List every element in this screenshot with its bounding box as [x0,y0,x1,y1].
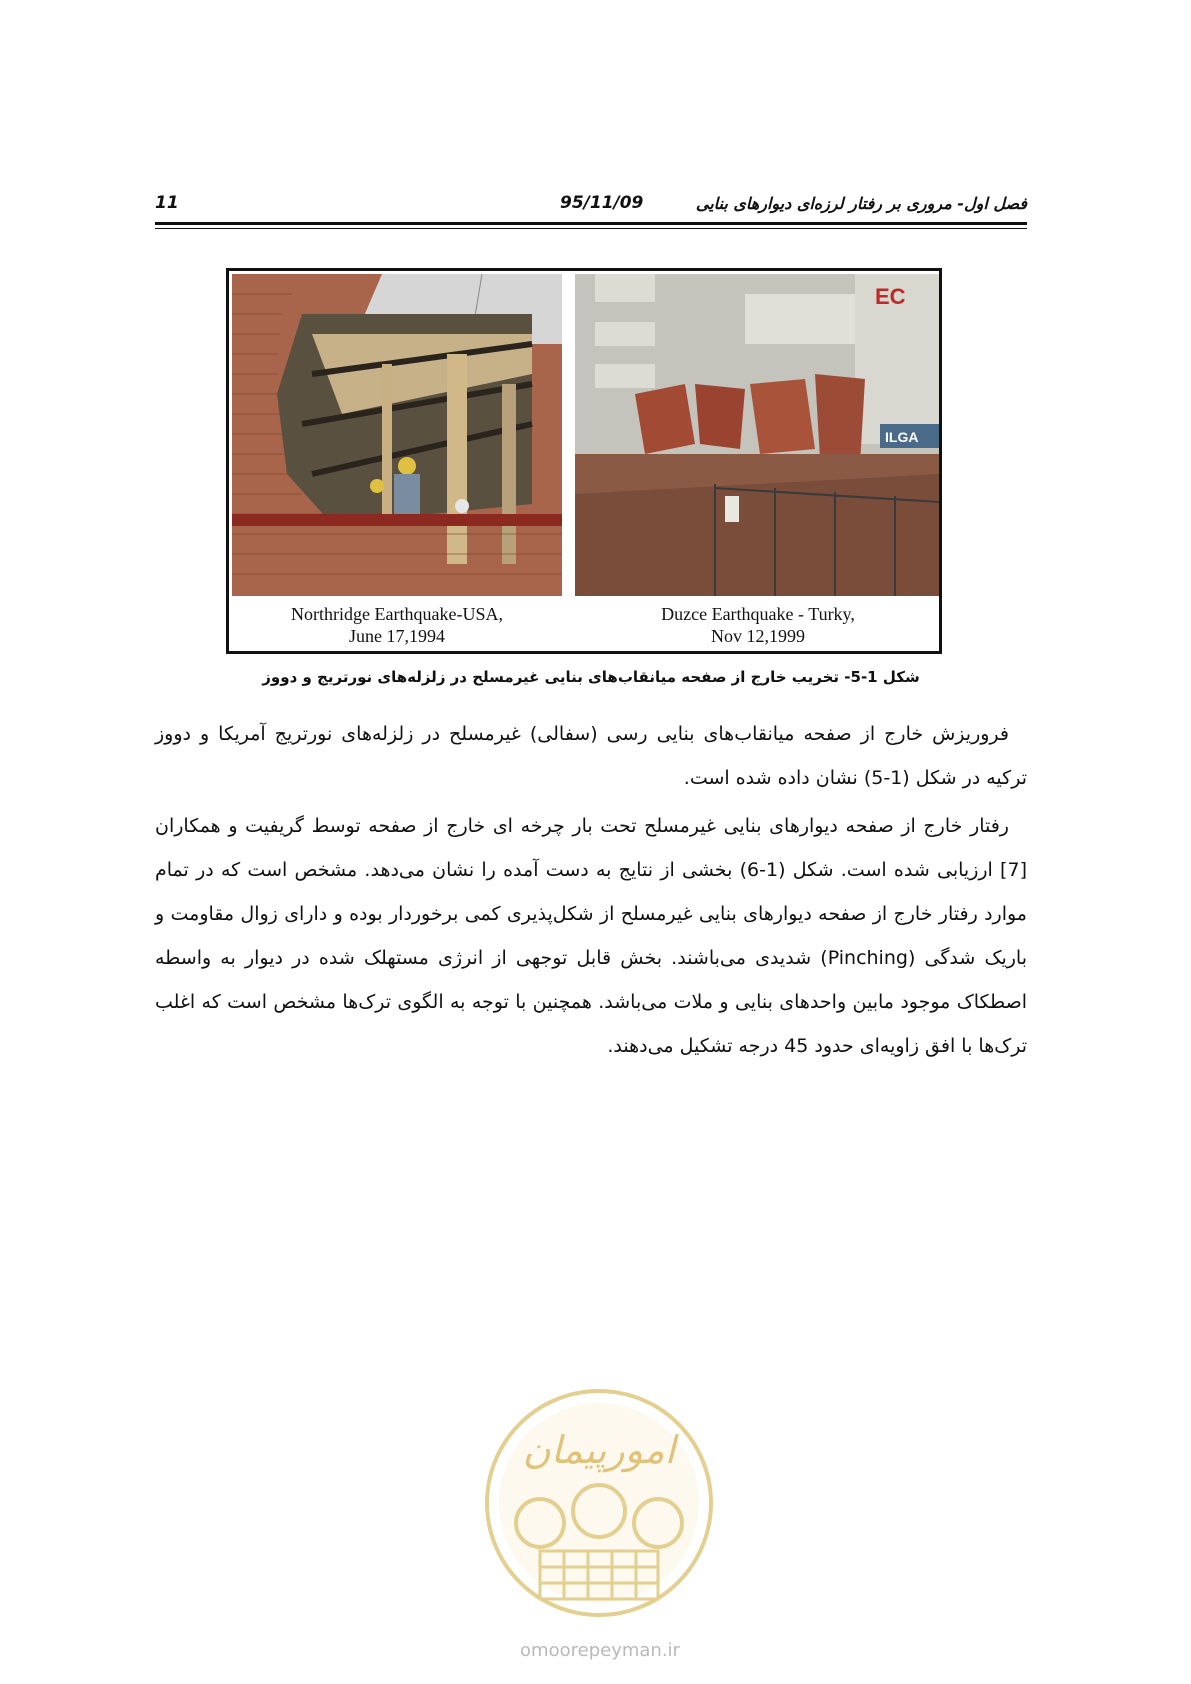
duzce-caption-line1: Duzce Earthquake - Turky, [661,604,855,624]
duzce-caption [593,603,923,647]
watermark-site: omoorepeyman.ir [520,1640,680,1661]
watermark-logo [480,1383,718,1623]
northridge-caption-line2: June 17,1994 [349,626,445,646]
sign-ec-text: EC [875,284,906,309]
body-text [155,712,1027,1072]
northridge-caption [232,603,562,647]
header-rule-thin [155,228,1027,229]
figure-caption: شکل 1-5- تخریب خارج از صفحه میانقاب‌های بنایی غیرمسلح در زلزله‌های نورتریج و دووز [262,668,920,686]
header-rule-thick [155,222,1027,225]
header-date: 95/11/09 [560,193,644,213]
sign-ilga-text: ILGA [885,429,919,445]
page-header [155,190,1027,216]
duzce-caption-line2: Nov 12,1999 [711,626,805,646]
page-number: 11 [155,193,179,213]
duzce-photo [575,274,939,596]
paragraph-1: فروریزش خارج از صفحه میانقاب‌های بنایی رسی (سفالی) غیرمسلح در زلزله‌های نورتریج آمریکا و دووز ترکیه در شکل (1-5) نشان داده شده است. [155,723,1027,789]
northridge-photo [232,274,562,596]
figure-frame [226,268,942,654]
northridge-caption-line1: Northridge Earthquake-USA, [291,604,503,624]
watermark-logo-text: امورپیمان [522,1428,676,1472]
chapter-title: فصل اول- مروری بر رفتار لرزه‌ای دیوارهای بنایی [695,193,1027,213]
paragraph-2: رفتار خارج از صفحه دیوارهای بنایی غیرمسلح تحت بار چرخه ای خارج از صفحه توسط گریفیت و همکاران [7] ارزیابی شده است. شکل (1-6) بخشی از نتایج به دست آمده را نشان می‌دهد. مشخص است که در تمام موارد رفتار خارج از صفحه دیوارهای بنایی غیرمسلح از شکل‌پذیری کمی برخوردار بوده و دارای زوال مقاومت و باریک شدگی (Pinching) شدیدی می‌باشند. بخش قابل توجهی از انرژی مستهلک شده در دیوار به واسطه اصطکاک موجود مابین واحدهای بنایی و ملات می‌باشد. همچنین با توجه به الگوی ترک‌ها مشخص است که اغلب ترک‌ها با افق زاویه‌ای حدود 45 درجه تشکیل می‌دهند. [155,815,1027,1057]
